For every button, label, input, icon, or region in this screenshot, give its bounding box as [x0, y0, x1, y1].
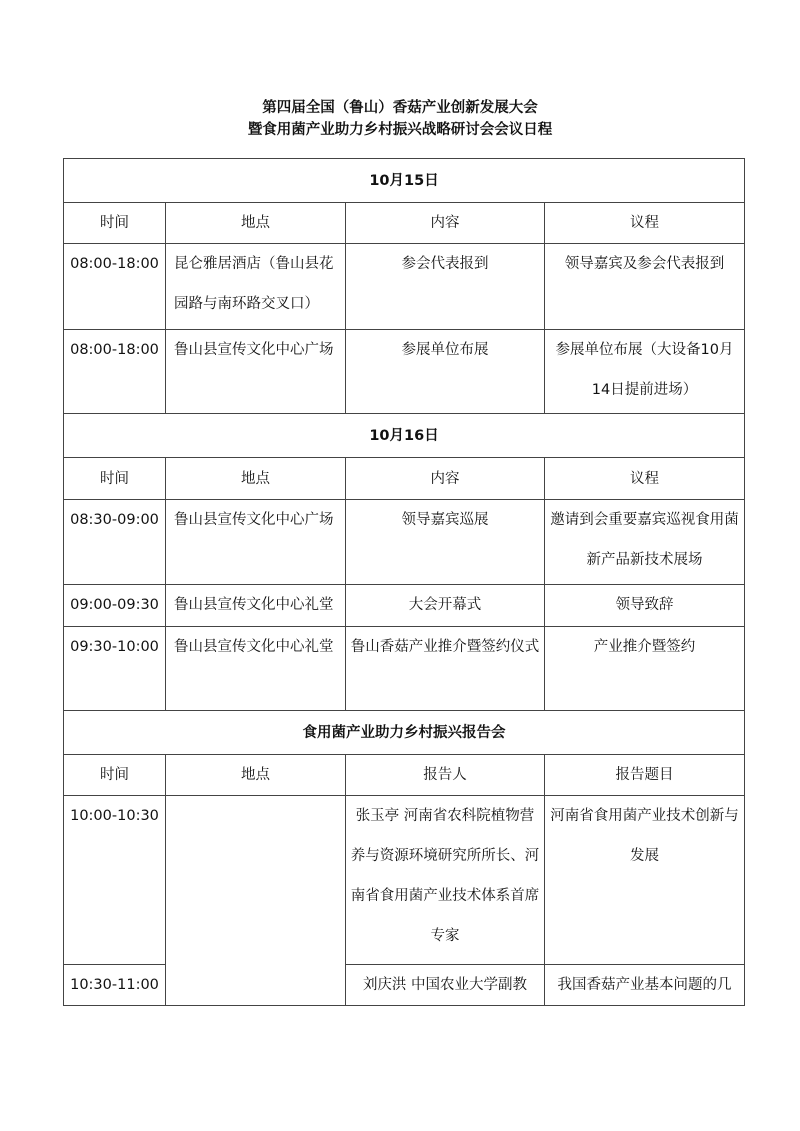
page-title-line1: 第四届全国（鲁山）香菇产业创新发展大会 [262, 100, 538, 116]
agenda-cell: 领导嘉宾及参会代表报到 [545, 244, 745, 330]
col-header-place: 地点 [166, 458, 346, 500]
topic-cell: 河南省食用菌产业技术创新与发展 [545, 796, 745, 965]
content-cell: 鲁山香菇产业推介暨签约仪式 [346, 627, 545, 711]
time-cell: 10:30-11:00 [64, 965, 166, 1006]
column-header-row [64, 755, 745, 796]
page-title-line2: 暨食用菌产业助力乡村振兴战略研讨会会议日程 [247, 122, 553, 138]
section-header-row [64, 711, 745, 755]
table-row [64, 796, 745, 965]
time-cell: 09:00-09:30 [64, 585, 166, 627]
agenda-cell: 邀请到会重要嘉宾巡视食用菌新产品新技术展场 [545, 500, 745, 585]
place-cell: 鲁山县宣传文化中心礼堂 [166, 627, 346, 711]
table-row [64, 627, 745, 711]
agenda-cell: 领导致辞 [545, 585, 745, 627]
time-cell: 08:30-09:00 [64, 500, 166, 585]
agenda-cell: 产业推介暨签约 [545, 627, 745, 711]
place-cell-empty [166, 796, 346, 1006]
col-header-place: 地点 [166, 203, 346, 244]
col-header-time: 时间 [64, 458, 166, 500]
col-header-time: 时间 [64, 755, 166, 796]
col-header-content: 内容 [346, 458, 545, 500]
col-header-place: 地点 [166, 755, 346, 796]
table-row [64, 585, 745, 627]
time-cell: 08:00-18:00 [64, 244, 166, 330]
day-header-row [64, 159, 745, 203]
topic-cell: 我国香菇产业基本问题的几 [545, 965, 745, 1006]
column-header-row [64, 203, 745, 244]
place-cell: 昆仑雅居酒店（鲁山县花园路与南环路交叉口） [166, 244, 346, 330]
reporter-cell: 张玉亭 河南省农科院植物营养与资源环境研究所所长、河南省食用菌产业技术体系首席专家 [346, 796, 545, 965]
col-header-content: 内容 [346, 203, 545, 244]
content-cell: 领导嘉宾巡展 [346, 500, 545, 585]
col-header-reporter: 报告人 [346, 755, 545, 796]
column-header-row [64, 458, 745, 500]
reporter-cell: 刘庆洪 中国农业大学副教 [346, 965, 545, 1006]
schedule-table [63, 158, 745, 1006]
col-header-agenda: 议程 [545, 203, 745, 244]
col-header-time: 时间 [64, 203, 166, 244]
table-row [64, 330, 745, 414]
place-cell: 鲁山县宣传文化中心礼堂 [166, 585, 346, 627]
content-cell: 参展单位布展 [346, 330, 545, 414]
col-header-agenda: 议程 [545, 458, 745, 500]
time-cell: 09:30-10:00 [64, 627, 166, 711]
table-row [64, 500, 745, 585]
place-cell: 鲁山县宣传文化中心广场 [166, 330, 346, 414]
content-cell: 参会代表报到 [346, 244, 545, 330]
section-header: 食用菌产业助力乡村振兴报告会 [64, 711, 745, 755]
day-header-row [64, 414, 745, 458]
place-cell: 鲁山县宣传文化中心广场 [166, 500, 346, 585]
time-cell: 10:00-10:30 [64, 796, 166, 965]
table-row [64, 244, 745, 330]
day-header: 10月16日 [64, 414, 745, 458]
agenda-cell: 参展单位布展（大设备10月14日提前进场） [545, 330, 745, 414]
col-header-topic: 报告题目 [545, 755, 745, 796]
time-cell: 08:00-18:00 [64, 330, 166, 414]
day-header: 10月15日 [64, 159, 745, 203]
content-cell: 大会开幕式 [346, 585, 545, 627]
